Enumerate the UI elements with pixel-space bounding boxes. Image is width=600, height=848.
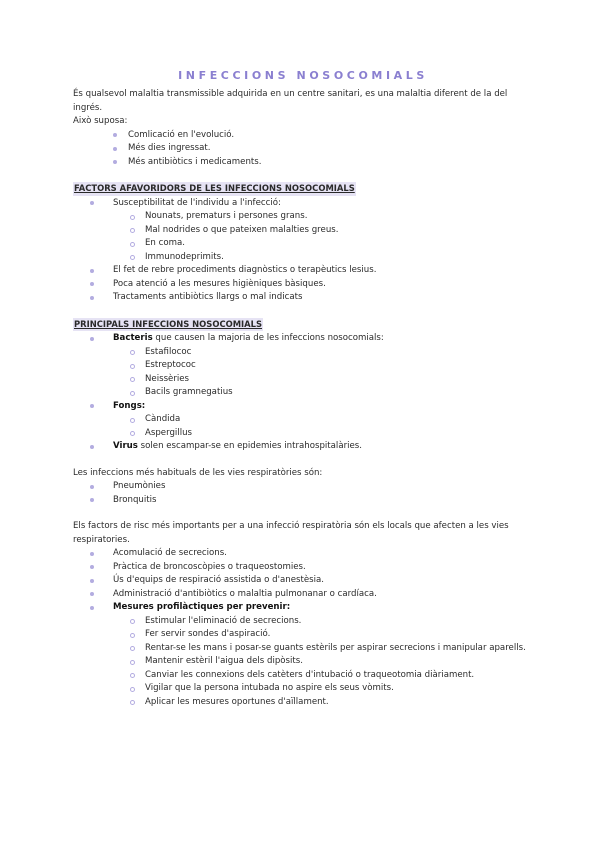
bacteris-sublist — [113, 346, 533, 400]
sub-list-item: Aspergillus — [73, 427, 533, 441]
virus-label: Virus — [113, 441, 138, 451]
list-item: Més antibiòtics i medicaments. — [73, 156, 533, 170]
mesures-label: Mesures profilàctiques per prevenir: — [113, 602, 291, 612]
sub-list-item: Càndida — [73, 413, 533, 427]
factors-heading: FACTORS AFAVORIDORS DE LES INFECCIONS NOSOCOMIALS — [73, 182, 356, 196]
fongs-label: Fongs: — [113, 400, 146, 411]
document-page — [73, 68, 533, 709]
sub-list-item: Mantenir estèril l'aigua dels dipòsits. — [73, 655, 533, 669]
sub-list-item: Neissèries — [73, 373, 533, 387]
factors-list — [73, 197, 533, 305]
sub-list-item: Canviar les connexions dels catèters d'intubació o traqueotomia diàriament. — [73, 669, 533, 683]
risc-list — [73, 547, 533, 709]
suposa-list — [73, 129, 533, 170]
list-item: Acomulació de secrecions. — [73, 547, 533, 561]
mesures-sublist — [113, 615, 533, 710]
suposa-label: Això suposa: — [73, 116, 128, 126]
sub-list-item: Aplicar les mesures oportunes d'aïllament. — [73, 696, 533, 710]
list-item: Bronquitis — [73, 494, 533, 508]
risc-intro: Els factors de risc més importants per a una infecció respiratòria són els locals que afecten a les vies respiratories. — [73, 521, 509, 545]
resp-intro: Les infeccions més habituals de les vies respiratòries són: — [73, 467, 323, 478]
list-item: Pràctica de broncoscòpies o traqueostomies. — [73, 561, 533, 575]
sub-list-item: Immunodeprimits. — [73, 251, 533, 265]
list-item — [73, 440, 533, 454]
list-item: Ús d'equips de respiració assistida o d'anestèsia. — [73, 574, 533, 588]
sub-list-item: Estreptococ — [73, 359, 533, 373]
sub-list-item: Estafilococ — [73, 346, 533, 360]
sub-list-item: Fer servir sondes d'aspiració. — [73, 628, 533, 642]
bacteris-text: que causen la majoria de les infeccions nosocomials: — [152, 333, 384, 343]
list-item — [73, 332, 533, 400]
sub-list-item: Rentar-se les mans i posar-se guants estèrils per aspirar secrecions i manipular aparells. — [73, 642, 533, 656]
list-item: Comlicació en l'evolució. — [73, 129, 533, 143]
suscept-sublist — [113, 210, 533, 264]
list-item — [73, 601, 533, 709]
page-title: INFECCIONS NOSOCOMIALS — [178, 69, 428, 82]
list-item — [73, 197, 533, 265]
sub-list-item: Mal nodrides o que pateixen malalties greus. — [73, 224, 533, 238]
sub-list-item: Nounats, prematurs i persones grans. — [73, 210, 533, 224]
list-item: El fet de rebre procediments diagnòstics o terapèutics lesius. — [73, 264, 533, 278]
sub-list-item: Bacils gramnegatius — [73, 386, 533, 400]
list-item — [73, 400, 533, 441]
sub-list-item: Vigilar que la persona intubada no aspire els seus vòmits. — [73, 682, 533, 696]
list-item: Pneumònies — [73, 480, 533, 494]
sub-list-item: Estimular l'eliminació de secrecions. — [73, 615, 533, 629]
intro-paragraph: És qualsevol malaltia transmissible adquirida en un centre sanitari, es una malaltia diferent de la del ingrés. — [73, 89, 508, 113]
principals-heading: PRINCIPALS INFECCIONS NOSOCOMIALS — [73, 318, 263, 332]
fongs-sublist — [113, 413, 533, 440]
suscept-label: Susceptibilitat de l'individu a l'infecció: — [113, 197, 281, 208]
sub-list-item: En coma. — [73, 237, 533, 251]
principals-list — [73, 332, 533, 454]
resp-list — [73, 480, 533, 507]
list-item: Més dies ingressat. — [73, 142, 533, 156]
list-item: Poca atenció a les mesures higièniques bàsiques. — [73, 278, 533, 292]
list-item: Tractaments antibiòtics llargs o mal indicats — [73, 291, 533, 305]
bacteris-label: Bacteris — [113, 333, 153, 343]
list-item: Administració d'antibiòtics o malaltia pulmonanar o cardíaca. — [73, 588, 533, 602]
virus-text: solen escampar-se en epidemies intrahospitalàries. — [137, 441, 362, 451]
